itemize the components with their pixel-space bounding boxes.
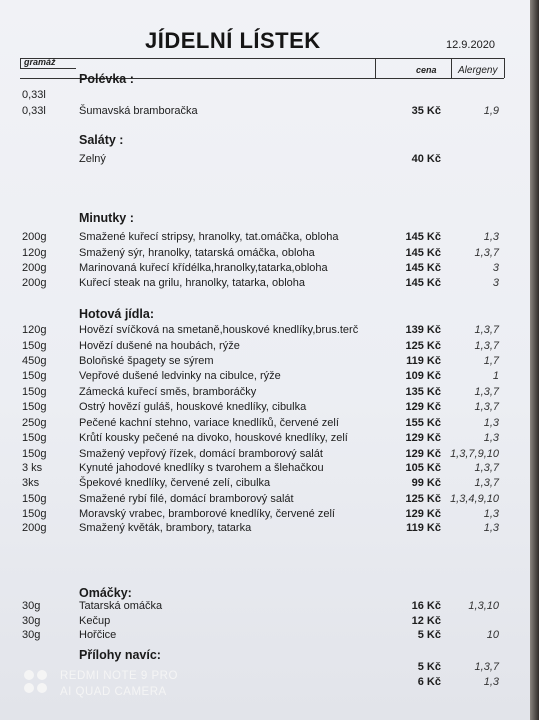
camera-watermark-icon: [24, 670, 50, 696]
menu-row: [0, 462, 530, 476]
row-dish-name: Šumavská bramboračka: [79, 105, 198, 117]
row-allergens: 1,3: [483, 417, 499, 429]
row-quantity: 200g: [22, 262, 47, 274]
section-title: Saláty :: [79, 133, 124, 147]
menu-row: [0, 493, 530, 507]
menu-row: [0, 522, 530, 536]
section-title: Přílohy navíc:: [79, 648, 161, 662]
row-price: 99 Kč: [411, 477, 441, 489]
row-allergens: 1,7: [483, 355, 499, 367]
row-price: 155 Kč: [405, 417, 441, 429]
row-quantity: 120g: [22, 247, 47, 259]
row-allergens: 10: [486, 629, 499, 641]
row-dish-name: Tatarská omáčka: [79, 600, 163, 612]
row-dish-name: Hořčice: [79, 629, 117, 641]
row-allergens: 1,3: [483, 676, 499, 688]
row-allergens: 1,3,7: [474, 247, 499, 259]
row-allergens: 1,3,4,9,10: [450, 493, 499, 505]
row-dish-name: Vepřové dušené ledvinky na cibulce, rýže: [79, 370, 281, 382]
row-quantity: 200g: [22, 277, 47, 289]
row-quantity: 200g: [22, 522, 47, 534]
row-dish-name: Ostrý hovězí guláš, houskové knedlíky, cibulka: [79, 401, 307, 413]
row-allergens: 3: [492, 277, 499, 289]
menu-row: [0, 629, 530, 643]
header-divider: [451, 58, 452, 78]
row-dish-name: Špekové knedlíky, červené zelí, cibulka: [79, 477, 271, 489]
row-dish-name: Smažené kuřecí stripsy, hranolky, tat.omáčka, obloha: [79, 231, 339, 243]
row-allergens: 1,3,7: [474, 462, 499, 474]
section-title: Omáčky:: [79, 586, 132, 600]
row-price: 145 Kč: [405, 262, 441, 274]
row-allergens: 1,3,7: [474, 340, 499, 352]
row-dish-name: Smažený květák, brambory, tatarka: [79, 522, 252, 534]
row-quantity: 3 ks: [22, 462, 43, 474]
menu-row: [0, 355, 530, 369]
menu-row: [0, 386, 530, 400]
row-allergens: 1,3,10: [468, 600, 499, 612]
menu-row: [0, 448, 530, 462]
row-dish-name: Smažený vepřový řízek, domácí bramborový salát: [79, 448, 323, 460]
row-quantity: 450g: [22, 355, 47, 367]
section-title: Hotová jídla:: [79, 307, 155, 321]
row-quantity: 150g: [22, 340, 47, 352]
row-allergens: 1,3,7: [474, 324, 499, 336]
row-allergens: 1,3,7: [474, 661, 499, 673]
menu-row: [0, 324, 530, 338]
row-price: 5 Kč: [417, 661, 441, 673]
row-quantity: 0,33l: [22, 105, 46, 117]
row-quantity: 150g: [22, 448, 47, 460]
row-dish-name: Zámecká kuřecí směs, bramboráčky: [79, 386, 257, 398]
row-price: 129 Kč: [405, 448, 441, 460]
row-allergens: 1,3,7: [474, 386, 499, 398]
row-price: 119 Kč: [406, 522, 441, 534]
row-dish-name: Smažený sýr, hranolky, tatarská omáčka, obloha: [79, 247, 315, 259]
menu-row: [0, 89, 530, 103]
row-price: 35 Kč: [411, 105, 441, 117]
row-price: 5 Kč: [417, 629, 441, 641]
row-allergens: 1,3: [483, 508, 499, 520]
row-price: 105 Kč: [405, 462, 441, 474]
row-price: 129 Kč: [405, 508, 441, 520]
row-allergens: 1,3: [483, 522, 499, 534]
menu-row: [0, 401, 530, 415]
row-quantity: 150g: [22, 493, 47, 505]
menu-row: [0, 105, 530, 119]
menu-row: [0, 432, 530, 446]
row-quantity: 120g: [22, 324, 47, 336]
menu-row: [0, 477, 530, 491]
menu-row: [0, 262, 530, 276]
header-rule-top: [20, 58, 504, 59]
menu-row: [0, 247, 530, 261]
watermark-line1: REDMI NOTE 9 PRO: [60, 670, 178, 682]
row-dish-name: Kynuté jahodové knedlíky s tvarohem a šlehačkou: [79, 462, 324, 474]
row-dish-name: Kuřecí steak na grilu, hranolky, tatarka, obloha: [79, 277, 306, 289]
menu-row: [0, 615, 530, 629]
row-quantity: 30g: [22, 629, 41, 641]
row-dish-name: Hovězí dušené na houbách, rýže: [79, 340, 240, 352]
row-allergens: 1,9: [483, 105, 499, 117]
row-allergens: 1,3: [483, 432, 499, 444]
menu-row: [0, 231, 530, 245]
row-price: 135 Kč: [405, 386, 441, 398]
row-quantity: 30g: [22, 600, 41, 612]
menu-row: [0, 153, 530, 167]
header-divider: [20, 58, 21, 68]
menu-row: [0, 370, 530, 384]
menu-row: [0, 417, 530, 431]
row-quantity: 150g: [22, 508, 47, 520]
row-price: 109 Kč: [405, 370, 441, 382]
menu-date: 12.9.2020: [446, 39, 495, 51]
row-price: 145 Kč: [405, 231, 441, 243]
row-quantity: 150g: [22, 432, 47, 444]
section-title: Minutky :: [79, 211, 134, 225]
menu-row: [0, 340, 530, 354]
row-allergens: 1: [492, 370, 499, 382]
row-price: 139 Kč: [405, 324, 441, 336]
row-dish-name: Smažené rybí filé, domácí bramborový salát: [79, 493, 294, 505]
row-allergens: 1,3: [483, 231, 499, 243]
row-dish-name: Boloňské špagety se sýrem: [79, 355, 214, 367]
row-allergens: 1,3,7: [474, 477, 499, 489]
row-price: 12 Kč: [411, 615, 441, 627]
row-dish-name: Krůtí kousky pečené na divoko, houskové knedlíky, zelí: [79, 432, 348, 444]
page-title: JÍDELNÍ LÍSTEK: [145, 28, 321, 53]
row-dish-name: Moravský vrabec, bramborové knedlíky, červené zelí: [79, 508, 335, 520]
row-allergens: 3: [492, 262, 499, 274]
row-allergens: 1,3,7,9,10: [450, 448, 499, 460]
section-title: Polévka :: [79, 72, 134, 86]
row-price: 129 Kč: [405, 432, 441, 444]
row-quantity: 3ks: [22, 477, 40, 489]
row-dish-name: Hovězí svíčková na smetaně,houskové knedlíky,brus.terč: [79, 324, 359, 336]
column-header-alergeny: Alergeny: [458, 65, 498, 76]
row-price: 16 Kč: [411, 600, 441, 612]
row-dish-name: Marinovaná kuřecí křídélka,hranolky,tatarka,obloha: [79, 262, 328, 274]
menu-row: [0, 600, 530, 614]
column-header-cena: cena: [416, 65, 437, 75]
header-divider: [504, 58, 505, 78]
watermark-line2: AI QUAD CAMERA: [60, 686, 167, 698]
row-price: 145 Kč: [405, 247, 441, 259]
row-dish-name: Pečené kachní stehno, variace knedlíků, červené zelí: [79, 417, 339, 429]
row-price: 125 Kč: [405, 493, 441, 505]
menu-row: [0, 508, 530, 522]
column-header-gramaz: gramáž: [24, 57, 56, 67]
row-price: 6 Kč: [417, 676, 441, 688]
row-quantity: 200g: [22, 231, 47, 243]
row-allergens: 1,3,7: [474, 401, 499, 413]
row-quantity: 30g: [22, 615, 41, 627]
row-price: 129 Kč: [405, 401, 441, 413]
background-edge: [530, 0, 539, 720]
row-quantity: 250g: [22, 417, 47, 429]
row-price: 145 Kč: [405, 277, 441, 289]
row-quantity: 150g: [22, 370, 47, 382]
row-price: 40 Kč: [411, 153, 441, 165]
row-dish-name: Zelný: [79, 153, 106, 165]
row-price: 119 Kč: [406, 355, 441, 367]
row-quantity: 150g: [22, 386, 47, 398]
row-quantity: 0,33l: [22, 89, 46, 101]
header-divider: [375, 58, 376, 78]
row-quantity: 150g: [22, 401, 47, 413]
row-dish-name: Kečup: [79, 615, 111, 627]
row-price: 125 Kč: [405, 340, 441, 352]
menu-row: [0, 277, 530, 291]
header-rule-mid: [20, 68, 76, 69]
